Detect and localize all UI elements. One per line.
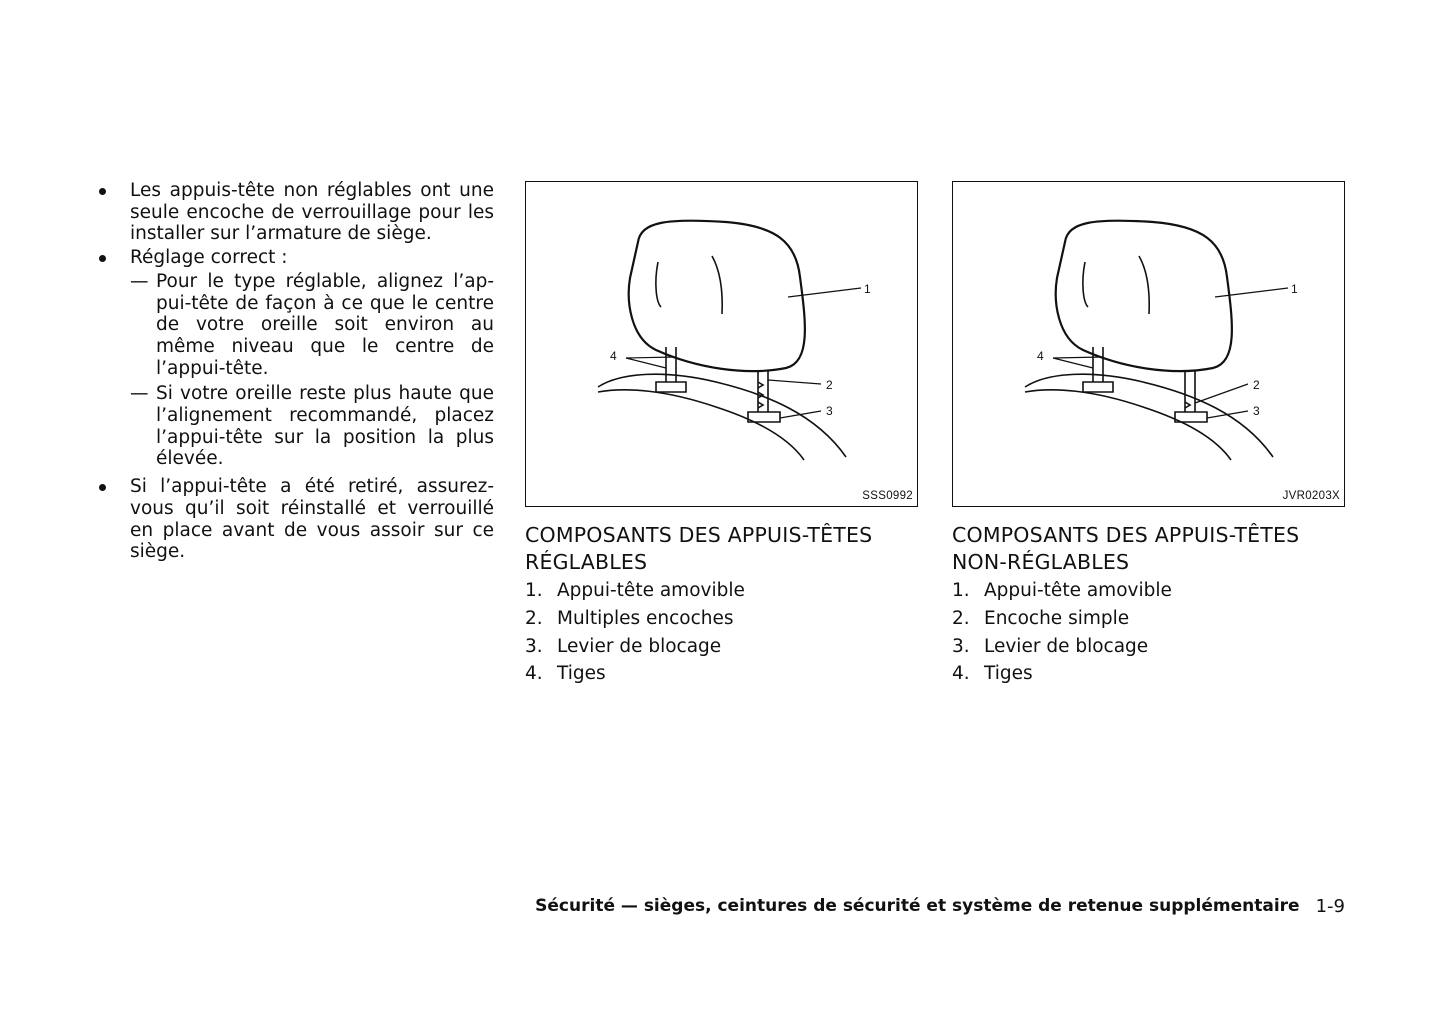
figure-code: SSS0992 [862, 490, 913, 502]
callout-label: 2 [1253, 378, 1260, 392]
item-label: Tiges [984, 663, 1033, 685]
callout-label: 4 [610, 349, 617, 363]
bullet-text: Les appuis-tête non réglables ont une seule encoche de verrouillage pour les installer sur l’armature de siège. [130, 180, 494, 245]
section-title: COMPOSANTS DES APPUIS-TÊTES NON-RÉGLABLES [952, 523, 1300, 574]
item-label: Appui-tête amovible [557, 580, 745, 602]
item-number: 3. [525, 635, 543, 657]
item-label: Levier de blocage [557, 635, 722, 657]
sub-text: Pour le type réglable, alignez l’appui-tête de façon à ce que le centre de votre oreille soit environ au même niveau que le centre de l’appui-tête. [156, 270, 494, 379]
item-number: 2. [952, 608, 970, 630]
sub-item [130, 383, 494, 470]
bullet-item [96, 247, 494, 474]
list-item [525, 577, 925, 605]
callout-label: 1 [864, 282, 871, 296]
section-title: COMPOSANTS DES APPUIS-TÊTES RÉGLABLES [525, 523, 873, 574]
item-label: Tiges [557, 663, 606, 685]
dash-icon: — [130, 270, 149, 292]
sub-text: Si votre oreille reste plus haute que l’alignement recommandé, placez l’appui-tête sur la position la plus élevée. [156, 383, 494, 470]
callout-label: 1 [1291, 282, 1298, 296]
callout-label: 3 [1253, 404, 1260, 418]
item-number: 1. [952, 580, 970, 602]
component-list [525, 577, 925, 688]
headrest-illustration [526, 182, 916, 505]
list-item [525, 605, 925, 633]
callout-label: 2 [826, 378, 833, 392]
sub-item [130, 271, 494, 380]
callout-label: 3 [826, 404, 833, 418]
dash-icon: — [130, 383, 149, 405]
list-item [525, 632, 925, 660]
item-number: 4. [952, 663, 970, 685]
item-number: 1. [525, 580, 543, 602]
headrest-illustration [953, 182, 1343, 505]
non-adjustable-headrest-figure [952, 181, 1345, 507]
component-list [952, 577, 1352, 688]
item-label: Encoche simple [984, 608, 1130, 630]
item-number: 2. [525, 608, 543, 630]
figure-code: JVR0203X [1282, 490, 1340, 502]
bullet-icon [96, 247, 130, 474]
list-item [525, 660, 925, 688]
bullet-text: Si l’appui-tête a été retiré, assurez-vous qu’il soit réinstallé et verrouillé en place avant de vous assoir sur ce siège. [130, 476, 494, 563]
item-number: 3. [952, 635, 970, 657]
bullet-item [96, 476, 494, 563]
footer-section-title: Sécurité — sièges, ceintures de sécurité et système de retenue supplémentaire [535, 896, 1300, 916]
bullet-text: Réglage correct : [130, 247, 288, 269]
bullet-icon [96, 180, 130, 245]
bullet-item [96, 180, 494, 245]
page-footer [535, 896, 1345, 917]
list-item [952, 577, 1352, 605]
adjustable-headrest-figure [525, 181, 918, 507]
item-label: Appui-tête amovible [984, 580, 1172, 602]
item-label: Multiples encoches [557, 608, 734, 630]
list-item [952, 605, 1352, 633]
list-item [952, 660, 1352, 688]
callout-label: 4 [1037, 349, 1044, 363]
list-item [952, 632, 1352, 660]
instructions-column [96, 180, 494, 565]
item-label: Levier de blocage [984, 635, 1149, 657]
item-number: 4. [525, 663, 543, 685]
bullet-icon [96, 476, 130, 563]
page-number: 1-9 [1315, 896, 1345, 917]
